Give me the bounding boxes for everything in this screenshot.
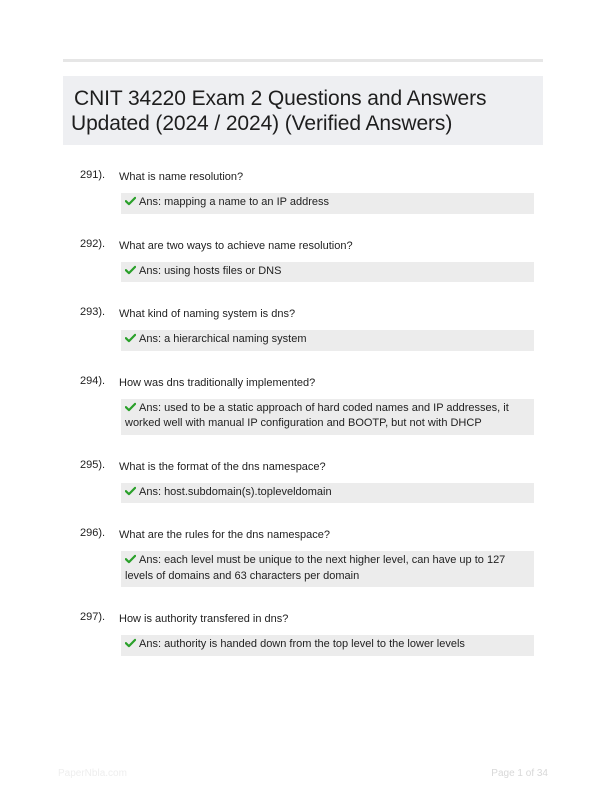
answer-text: Ans: host.subdomain(s).topleveldomain <box>139 485 332 498</box>
qa-item <box>80 457 536 504</box>
qa-item <box>80 304 536 351</box>
page-title-line-1: CNIT 34220 Exam 2 Questions and Answers <box>74 87 487 110</box>
answer-box <box>121 399 534 435</box>
question-row <box>80 457 536 475</box>
check-icon <box>125 402 136 412</box>
question-text: What kind of naming system is dns? <box>119 308 296 320</box>
question-text: What is name resolution? <box>119 171 244 183</box>
question-text: What are two ways to achieve name resolution? <box>119 239 353 252</box>
qa-item <box>80 525 536 587</box>
question-row <box>80 236 536 254</box>
check-icon <box>125 554 136 564</box>
check-icon <box>125 638 136 648</box>
question-number: 297). <box>80 611 106 623</box>
question-row <box>80 373 536 391</box>
answer-box <box>121 551 534 587</box>
question-row <box>80 167 536 185</box>
question-text: What is the format of the dns namespace? <box>119 460 326 473</box>
question-number: 291). <box>80 169 106 181</box>
qa-item <box>80 373 536 435</box>
footer-watermark: PaperNbla.com <box>58 768 127 779</box>
question-text: How is authority transfered in dns? <box>119 613 289 625</box>
check-icon <box>125 265 136 275</box>
qa-list <box>80 167 536 678</box>
check-icon <box>125 196 136 206</box>
qa-item <box>80 609 536 656</box>
question-number: 292). <box>80 237 106 250</box>
answer-text: Ans: using hosts files or DNS <box>139 264 282 277</box>
answer-box <box>121 193 534 214</box>
question-number: 294). <box>80 374 106 387</box>
question-row <box>80 609 536 627</box>
question-text: How was dns traditionally implemented? <box>119 376 316 389</box>
top-divider <box>63 59 543 62</box>
document-title-block <box>63 76 543 145</box>
question-row <box>80 304 536 322</box>
answer-box <box>121 483 534 504</box>
answer-text: Ans: each level must be unique to the next higher level, can have up to 127 levels of domains and 63 characters per domain <box>125 554 506 582</box>
answer-text: Ans: a hierarchical naming system <box>139 333 307 345</box>
check-icon <box>125 333 136 343</box>
answer-box <box>121 330 534 351</box>
answer-box <box>121 262 534 283</box>
question-number: 295). <box>80 458 106 471</box>
answer-box <box>121 635 534 656</box>
answer-text: Ans: mapping a name to an IP address <box>139 196 329 208</box>
answer-text: Ans: authority is handed down from the top level to the lower levels <box>139 638 465 650</box>
check-icon <box>125 486 136 496</box>
answer-text: Ans: used to be a static approach of hard coded names and IP addresses, it worked well with manual IP configuration and BOOTP, but not with DHCP <box>125 401 509 429</box>
qa-item <box>80 167 536 214</box>
question-row <box>80 525 536 543</box>
page-number: Page 1 of 34 <box>491 768 548 779</box>
question-text: What are the rules for the dns namespace? <box>119 529 330 541</box>
page-title-line-2: Updated (2024 / 2024) (Verified Answers) <box>71 112 453 135</box>
question-number: 296). <box>80 527 106 539</box>
qa-item <box>80 236 536 283</box>
question-number: 293). <box>80 306 106 318</box>
